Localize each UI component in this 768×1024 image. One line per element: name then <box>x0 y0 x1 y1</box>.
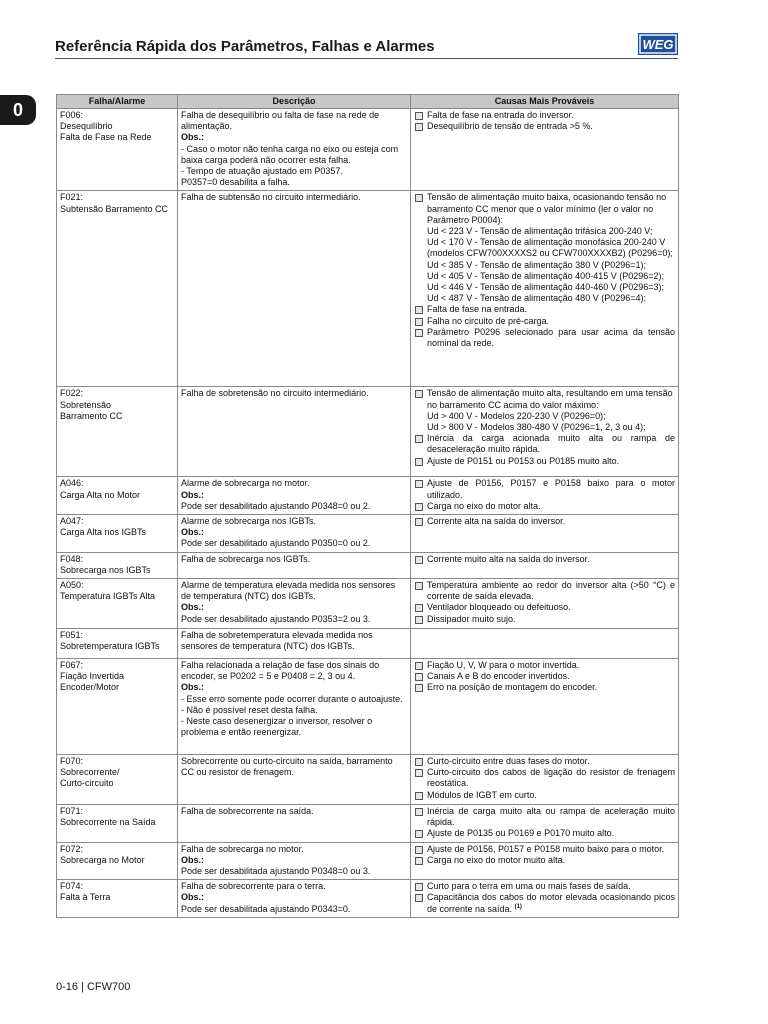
causes-cell <box>411 755 679 805</box>
cause-item <box>414 855 675 866</box>
chapter-tab: 0 <box>0 95 36 125</box>
cause-text: Corrente muito alta na saída do inversor. <box>427 553 590 564</box>
header-fault: Falha/Alarme <box>57 95 178 109</box>
cause-item <box>414 767 675 789</box>
description-cell <box>178 387 411 477</box>
obs-label: Obs.: <box>181 602 205 613</box>
fault-cell <box>57 477 178 515</box>
fault-code: A047: <box>60 516 84 527</box>
description-cell <box>178 629 411 659</box>
cause-text: Canais A e B do encoder invertidos. <box>427 671 570 682</box>
table-row <box>57 805 679 843</box>
cause-text: Curto-circuito entre duas fases do motor. <box>427 756 590 767</box>
fault-name: Temperatura IGBTs Alta <box>60 591 156 602</box>
description-text: Falha relacionada a relação de fase dos sinais do encoder, se P0202 = 5 e P0408 = 2, 3 ou 4. <box>181 660 380 682</box>
fault-code: F006: <box>60 110 84 120</box>
causes-cell <box>411 629 679 659</box>
description-text: Falha de sobrecarga no motor. <box>181 843 304 854</box>
fault-name: Barramento CC <box>60 410 123 421</box>
weg-logo <box>638 33 678 55</box>
page-title: Referência Rápida dos Parâmetros, Falhas e Alarmes <box>55 38 435 55</box>
fault-cell <box>57 629 178 659</box>
causes-cell <box>411 191 679 387</box>
table-row <box>57 552 679 578</box>
causes-cell <box>411 579 679 629</box>
cause-item <box>414 682 675 693</box>
causes-list <box>414 516 675 527</box>
cause-item <box>414 316 675 327</box>
obs-text: - Caso o motor não tenha carga no eixo ou esteja com baixa carga poderá não ocorrer esta falha. <box>181 143 399 165</box>
obs-label: Obs.: <box>181 682 205 693</box>
fault-cell <box>57 515 178 553</box>
fault-name: Sobrecorrente/ <box>60 767 120 778</box>
cause-text: Falha no circuito de pré-carga. <box>427 315 550 326</box>
causes-cell <box>411 842 679 880</box>
cause-item <box>414 614 675 625</box>
description-text: Falha de desequilíbrio ou falta de fase na rede de alimentação. <box>181 110 380 132</box>
description-cell <box>178 552 411 578</box>
table-row <box>57 515 679 553</box>
table-row <box>57 659 679 755</box>
fault-code: A046: <box>60 478 84 489</box>
obs-text: - Neste caso desenergizar o inversor, resolver o problema e então reenergizar. <box>181 716 373 738</box>
table-row <box>57 477 679 515</box>
causes-list <box>414 554 675 565</box>
cause-text: Carga no eixo do motor muito alta. <box>427 854 566 865</box>
cause-text: Ajuste de P0156, P0157 e P0158 baixo para o motor utilizado. <box>427 478 675 500</box>
fault-cell <box>57 755 178 805</box>
table-row <box>57 880 679 918</box>
description-cell <box>178 191 411 387</box>
causes-list <box>414 478 675 512</box>
fault-name: Sobretensão <box>60 399 112 410</box>
table-row <box>57 109 679 191</box>
fault-cell <box>57 552 178 578</box>
description-text: Falha de sobretensão no circuito intermediário. <box>181 388 369 399</box>
causes-cell <box>411 552 679 578</box>
fault-name: Sobretemperatura IGBTs <box>60 641 160 652</box>
cause-text: Parâmetro P0296 selecionado para usar acima da tensão nominal da rede. <box>427 326 675 349</box>
fault-name: Sobrecorrente na Saída <box>60 817 156 828</box>
cause-text: Capacitância dos cabos do motor elevada ocasionando picos de corrente na saída. <box>427 892 675 914</box>
causes-cell <box>411 515 679 553</box>
table-header-row <box>57 95 679 109</box>
logo-text: WEG <box>642 37 674 52</box>
cause-item <box>414 478 675 500</box>
cause-text: Inércia de carga muito alta ou rampa de aceleração muito rápida. <box>427 806 675 828</box>
description-text: Falha de sobrecorrente na saída. <box>181 806 314 817</box>
table-row <box>57 579 679 629</box>
description-cell <box>178 515 411 553</box>
description-cell <box>178 755 411 805</box>
causes-cell <box>411 880 679 918</box>
cause-text: Tensão de alimentação muito alta, resultando em uma tensão no barramento CC acima do valor máximo: Ud > 400 V - Modelos 220-230 V (P0296=0); Ud > 800 V - Modelos 380-480 V (P0296=1, 2, 3 ou 4); <box>427 388 673 433</box>
table-row <box>57 387 679 477</box>
fault-name: Sobrecarga no Motor <box>60 854 145 865</box>
fault-code: A050: <box>60 580 84 591</box>
cause-item <box>414 554 675 565</box>
cause-text: Ajuste de P0151 ou P0153 ou P0185 muito alto. <box>427 455 620 466</box>
description-cell <box>178 659 411 755</box>
fault-code: F048: <box>60 553 84 564</box>
fault-cell <box>57 842 178 880</box>
fault-name: Subtensão Barramento CC <box>60 203 169 214</box>
obs-text: Pode ser desabilitada ajustando P0343=0. <box>181 903 351 914</box>
causes-list <box>414 580 675 625</box>
cause-item <box>414 327 675 349</box>
fault-cell <box>57 880 178 918</box>
cause-text: Curto para o terra em uma ou mais fases de saída. <box>427 881 631 892</box>
cause-item <box>414 110 675 121</box>
table-row <box>57 842 679 880</box>
description-text: Falha de sobretemperatura elevada medida nos sensores de temperatura (NTC) dos IGBTs. <box>181 630 373 652</box>
cause-text: Falta de fase na entrada do inversor. <box>427 110 574 120</box>
cause-item <box>414 192 675 304</box>
fault-code: F021: <box>60 192 84 203</box>
description-cell <box>178 842 411 880</box>
description-cell <box>178 477 411 515</box>
obs-text: Pode ser desabilitado ajustando P0350=0 ou 2. <box>181 538 371 549</box>
cause-item <box>414 304 675 315</box>
cause-item <box>414 671 675 682</box>
faults-table <box>56 94 679 918</box>
cause-text: Ajuste de P0156, P0157 e P0158 muito baixo para o motor. <box>427 843 665 854</box>
obs-text: - Esse erro somente pode ocorrer durante o autoajuste. <box>181 693 403 704</box>
description-text: Sobrecorrente ou curto-circuito na saída, barramento CC ou resistor de frenagem. <box>181 756 393 778</box>
header-description: Descrição <box>178 95 411 109</box>
obs-text: P0357=0 desabilita a falha. <box>181 177 290 188</box>
causes-list <box>414 844 675 866</box>
causes-cell <box>411 387 679 477</box>
cause-item <box>414 602 675 613</box>
cause-text: Temperatura ambiente ao redor do inversor alta (>50 °C) e corrente de saída elevada. <box>427 580 675 602</box>
causes-cell <box>411 109 679 191</box>
fault-code: F071: <box>60 806 84 817</box>
header-divider <box>55 58 678 59</box>
description-text: Alarme de sobrecarga no motor. <box>181 478 310 489</box>
causes-list <box>414 806 675 840</box>
cause-item <box>414 660 675 671</box>
fault-name: Fiação Invertida <box>60 671 125 682</box>
fault-name: Encoder/Motor <box>60 682 120 693</box>
faults-table-body <box>57 109 679 918</box>
table-row <box>57 755 679 805</box>
fault-name: Falta de Fase na Rede <box>60 132 152 143</box>
cause-text: Ajuste de P0135 ou P0169 e P0170 muito alto. <box>427 828 615 839</box>
obs-label: Obs.: <box>181 527 205 538</box>
fault-cell <box>57 659 178 755</box>
footnote-marker: (1) <box>514 903 522 910</box>
header-causes: Causas Mais Prováveis <box>411 95 679 109</box>
description-cell <box>178 880 411 918</box>
cause-text: Tensão de alimentação muito baixa, ocasionando tensão no barramento CC menor que o valor mínimo (ler o valor no Parâmetro P0004): Ud < 223 V - Tensão de alimentação trifásica 200-240 V; Ud < 170 V - Tensão de alimentação monofásica 200-240 V (modelos CFW700XXXXS2 ou CFW700XXXXB2) (P0296=0); Ud < 385 V - Tensão de alimentação 380 V (P0296=1); Ud < 405 V - Tensão de alimentação 400-415 V (P0296=2); Ud < 446 V - Tensão de alimentação 440-460 V (P0296=3); Ud < 487 V - Tensão de alimentação 480 V (P0296=4); <box>427 192 673 304</box>
fault-name: Carga Alta no Motor <box>60 489 141 500</box>
obs-label: Obs.: <box>181 132 205 143</box>
obs-label: Obs.: <box>181 489 205 500</box>
cause-item <box>414 388 675 433</box>
obs-text: Pode ser desabilitado ajustando P0348=0 ou 2. <box>181 500 371 511</box>
causes-list <box>414 881 675 915</box>
cause-item <box>414 580 675 602</box>
causes-list <box>414 110 675 132</box>
description-cell <box>178 579 411 629</box>
causes-cell <box>411 805 679 843</box>
cause-item <box>414 892 675 914</box>
obs-label: Obs.: <box>181 854 205 865</box>
cause-item <box>414 501 675 512</box>
fault-code: F067: <box>60 660 84 671</box>
cause-item <box>414 121 675 132</box>
cause-item <box>414 456 675 467</box>
fault-name: Sobrecarga nos IGBTs <box>60 564 151 575</box>
fault-name: Falta à Terra <box>60 892 111 903</box>
causes-list <box>414 192 675 349</box>
fault-name: Curto-circuito <box>60 778 114 789</box>
obs-text: Pode ser desabilitada ajustando P0348=0 ou 3. <box>181 866 371 877</box>
causes-list <box>414 660 675 694</box>
description-text: Alarme de sobrecarga nos IGBTs. <box>181 516 317 527</box>
fault-name: Desequilíbrio <box>60 121 113 132</box>
cause-item <box>414 756 675 767</box>
cause-item <box>414 828 675 839</box>
fault-code: F022: <box>60 388 84 399</box>
fault-cell <box>57 109 178 191</box>
cause-text: Curto-circuito dos cabos de ligação do resistor de frenagem reostática. <box>427 767 675 789</box>
obs-text: Pode ser desabilitado ajustando P0353=2 ou 3. <box>181 613 371 624</box>
fault-name: Carga Alta nos IGBTs <box>60 527 147 538</box>
obs-text: - Tempo de atuação ajustado em P0357. <box>181 166 343 177</box>
causes-cell <box>411 659 679 755</box>
cause-text: Corrente alta na saída do inversor. <box>427 516 566 527</box>
description-text: Alarme de temperatura elevada medida nos sensores de temperatura (NTC) dos IGBTs. <box>181 580 396 602</box>
table-row <box>57 191 679 387</box>
cause-item <box>414 806 675 828</box>
cause-item <box>414 844 675 855</box>
fault-code: F072: <box>60 843 84 854</box>
description-text: Falha de sobrecorrente para o terra. <box>181 881 326 892</box>
fault-cell <box>57 805 178 843</box>
causes-list <box>414 756 675 801</box>
fault-cell <box>57 191 178 387</box>
obs-text: - Não é possível reset desta falha. <box>181 704 318 715</box>
obs-label: Obs.: <box>181 892 205 903</box>
cause-text: Dissipador muito sujo. <box>427 613 516 624</box>
description-cell <box>178 109 411 191</box>
description-text: Falha de subtensão no circuito intermediário. <box>181 192 361 203</box>
table-row <box>57 629 679 659</box>
page-footer: 0-16 | CFW700 <box>56 981 131 993</box>
fault-code: F070: <box>60 756 84 767</box>
fault-cell <box>57 579 178 629</box>
cause-item <box>414 516 675 527</box>
cause-text: Carga no eixo do motor alta. <box>427 500 541 511</box>
fault-code: F051: <box>60 630 84 641</box>
cause-text: Falta de fase na entrada. <box>427 304 528 315</box>
cause-text: Desequilíbrio de tensão de entrada >5 %. <box>427 121 593 132</box>
cause-text: Fiação U, V, W para o motor invertida. <box>427 660 580 671</box>
fault-cell <box>57 387 178 477</box>
cause-text: Ventilador bloqueado ou defeituoso. <box>427 602 571 613</box>
cause-item <box>414 881 675 892</box>
causes-cell <box>411 477 679 515</box>
causes-list <box>414 388 675 466</box>
description-cell <box>178 805 411 843</box>
cause-item <box>414 790 675 801</box>
description-text: Falha de sobrecarga nos IGBTs. <box>181 553 311 564</box>
cause-text: Erro na posição de montagem do encoder. <box>427 682 598 693</box>
fault-code: F074: <box>60 881 84 892</box>
cause-text: Inércia da carga acionada muito alta ou rampa de desaceleração muito rápida. <box>427 433 675 455</box>
cause-item <box>414 433 675 455</box>
cause-text: Módulos de IGBT em curto. <box>427 789 537 800</box>
